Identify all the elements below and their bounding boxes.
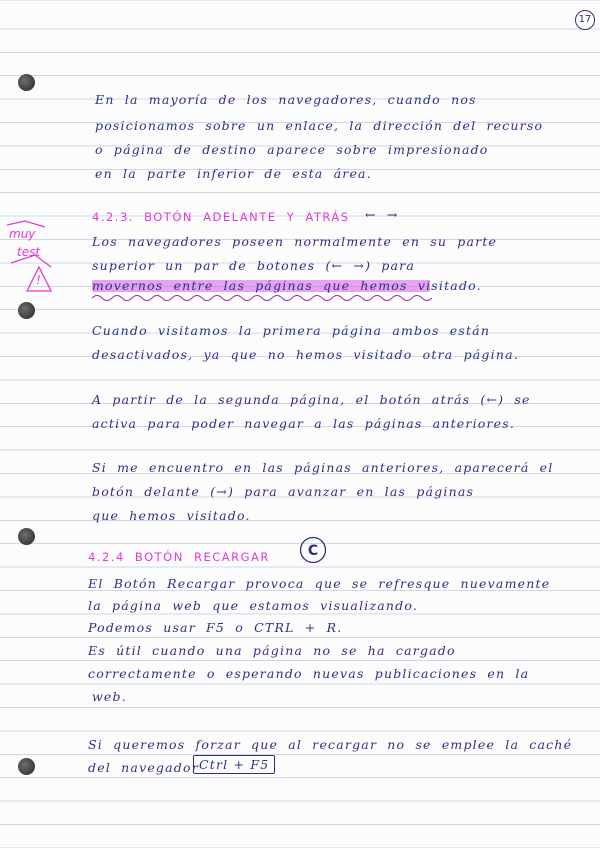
text-line: activa para poder navegar a las páginas anteriores. bbox=[92, 416, 516, 431]
text-line: Podemos usar F5 o CTRL + R. bbox=[88, 620, 343, 635]
text-line: El Botón Recargar provoca que se refresque nuevamente bbox=[88, 576, 551, 591]
text-line: botón delante (→) para avanzar en las páginas bbox=[92, 484, 475, 499]
heading-arrows: ← → bbox=[365, 207, 399, 222]
text-line: del navegador bbox=[88, 760, 199, 775]
text-line: Es útil cuando una página no se ha cargado bbox=[88, 643, 456, 658]
text-line: web. bbox=[92, 689, 127, 704]
margin-note-line: test bbox=[17, 245, 41, 259]
binder-hole bbox=[18, 758, 35, 775]
text-line: Los navegadores poseen normalmente en su parte bbox=[92, 234, 498, 249]
page-number: 17 bbox=[575, 10, 595, 30]
margin-note-line: muy bbox=[9, 227, 36, 241]
text-line: la página web que estamos visualizando. bbox=[88, 598, 419, 613]
warning-triangle-icon bbox=[5, 215, 55, 295]
text-line: correctamente o esperando nuevas publicaciones en la bbox=[88, 666, 530, 681]
text-line: desactivados, ya que no hemos visitado otra página. bbox=[92, 347, 519, 362]
text-line: Si me encuentro en las páginas anteriores, aparecerá el bbox=[92, 460, 554, 475]
text-line: A partir de la segunda página, el botón atrás (←) se bbox=[92, 392, 531, 407]
text-line: Si queremos forzar que al recargar no se emplee la caché bbox=[88, 737, 573, 752]
text-line: que hemos visitado. bbox=[92, 508, 251, 523]
wavy-underline bbox=[92, 293, 432, 303]
reload-icon-letter: C bbox=[307, 543, 319, 559]
shortcut-box: Ctrl + F5 bbox=[193, 755, 275, 774]
margin-note-mark: ! bbox=[36, 273, 41, 287]
reload-icon bbox=[298, 535, 328, 565]
text-line: o página de destino aparece sobre impresionado bbox=[95, 142, 489, 157]
text-line: Cuando visitamos la primera página ambos están bbox=[92, 323, 491, 338]
section-heading: 4.2.4 BOTÓN RECARGAR bbox=[88, 550, 270, 564]
text-line: movernos entre las páginas que hemos visitado. bbox=[92, 278, 482, 293]
text-line: posicionamos sobre un enlace, la dirección del recurso bbox=[95, 118, 544, 133]
text-line: superior un par de botones (← →) para bbox=[92, 258, 416, 273]
binder-hole bbox=[18, 74, 35, 91]
margin-note bbox=[5, 215, 55, 295]
section-heading: 4.2.3. BOTÓN ADELANTE Y ATRÁS bbox=[92, 210, 350, 224]
text-line: en la parte inferior de esta área. bbox=[95, 166, 372, 181]
binder-hole bbox=[18, 528, 35, 545]
binder-hole bbox=[18, 302, 35, 319]
text-line: En la mayoría de los navegadores, cuando nos bbox=[95, 92, 477, 107]
